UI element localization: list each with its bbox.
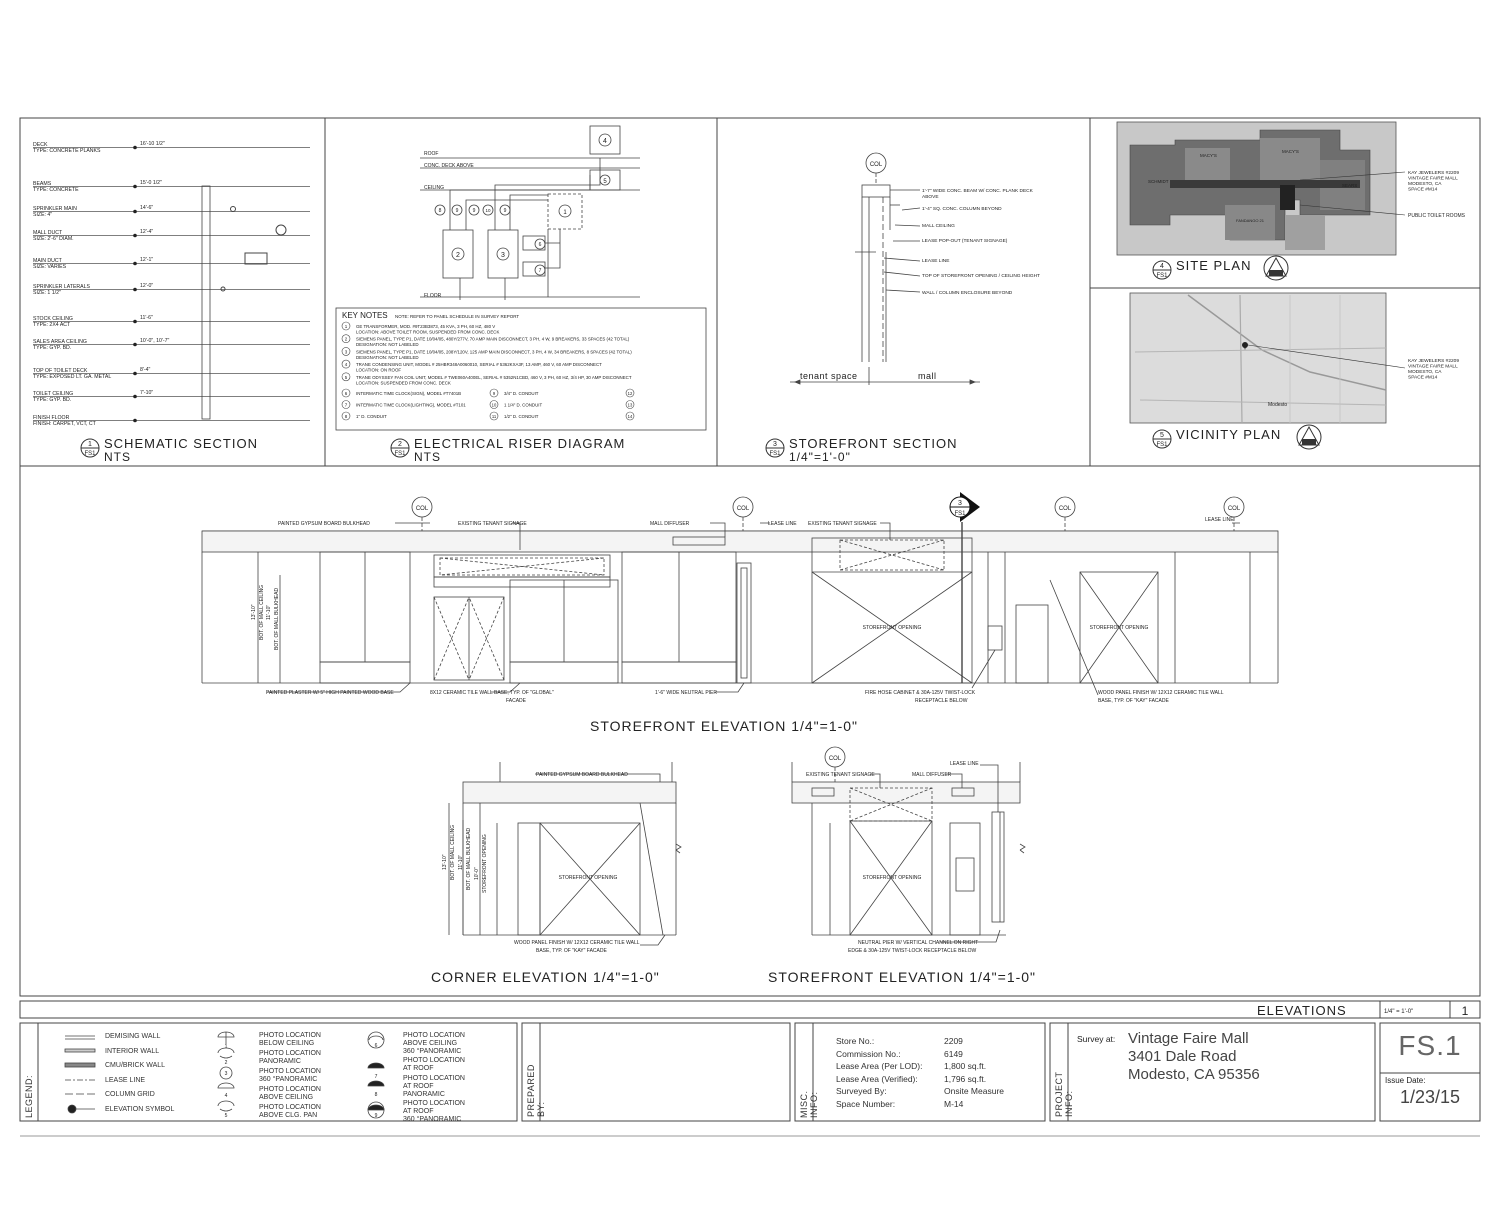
svg-text:5: 5 — [603, 179, 607, 185]
electrical-labels — [424, 138, 607, 299]
corner-dim-1: 13'-10" — [442, 854, 448, 870]
schematic-title: SCHEMATIC SECTION — [104, 436, 258, 451]
main-note-1: PAINTED GYPSUM BOARD BULKHEAD — [278, 521, 370, 527]
keynote-num: 11 — [491, 414, 497, 419]
column-section — [202, 186, 210, 419]
keynote-num: 3 — [344, 349, 348, 355]
svg-text:6: 6 — [538, 242, 542, 248]
legend-col1 — [105, 1033, 205, 1120]
schematic-row-type: TYPE: CONCRETE PLANKS — [33, 148, 101, 154]
keynote-text: GE TRANSFORMER, MOD. #9T23B3873, 45 KVA, 3 PH, 60 HZ, 480 V — [356, 324, 496, 329]
schematic-row-dim: 12'-0" — [140, 283, 154, 289]
corner-dim-2: BOT. OF MALL CEILING — [450, 824, 456, 880]
legend-photo-3 — [259, 1068, 369, 1086]
schematic-row — [33, 180, 310, 193]
callout-line: SPACE #M14 — [1408, 187, 1438, 193]
keynote-text: SIEMENS PANEL, TYPE P1, DATE 10/04/05, 208Y/120V, 125 AMP MAIN DISCONNECT, 3 PH, 4 W, 34 BREAKERS, 8 SPACES (42 TOTAL) — [356, 349, 632, 355]
schematic-row-type: SIZE: VARIES — [33, 264, 67, 270]
svg-text:2: 2 — [456, 252, 460, 259]
corner-bnote-2: BASE, TYP. OF "KAY" FACADE — [536, 948, 607, 954]
schematic-row-type: SIZE: 1 1/2" — [33, 290, 61, 296]
legend-lease-line: LEASE LINE — [105, 1076, 146, 1084]
keynote-num: 12 — [627, 391, 633, 396]
legend-photo-1 — [259, 1032, 369, 1050]
misc-value: 1,800 sq.ft. — [944, 1061, 987, 1071]
schematic-row-name: FINISH FLOOR — [33, 415, 70, 421]
main-opening-1: STOREFRONT OPENING — [862, 625, 922, 631]
project-line-2: 3401 Dale Road — [1128, 1048, 1237, 1065]
main-opening-2: STOREFRONT OPENING — [1089, 625, 1149, 631]
col-label: COL — [1227, 506, 1241, 512]
section-marker-icon — [950, 492, 980, 522]
corner-elevation-labels — [431, 772, 660, 985]
keynote-num: 9 — [492, 391, 496, 396]
north-arrow-icon — [1297, 425, 1321, 449]
site-store-3: MACY'S — [1282, 149, 1299, 154]
sf-section-note: LEASE LINE — [922, 259, 950, 264]
site-store-5: FANDANGO 21 — [1236, 218, 1265, 223]
schematic-row-dim: 8'-4" — [140, 367, 151, 373]
electrical-riser — [420, 126, 640, 300]
corner-top-note: PAINTED GYPSUM BOARD BULKHEAD — [536, 772, 628, 778]
legend-col3 — [403, 1032, 513, 1125]
schematic-row — [33, 283, 310, 296]
legend-num: 3 — [224, 1071, 228, 1077]
sf-section-ref: FS1 — [769, 451, 781, 457]
legend-text-line: AT ROOF — [403, 1083, 434, 1090]
schematic-row — [33, 315, 310, 328]
legend-text-line: AT ROOF — [403, 1065, 434, 1072]
sheet-scale: 1/4" = 1'-0" — [1384, 1009, 1414, 1015]
col-label: COL — [415, 506, 429, 512]
level-marker-icon — [133, 372, 137, 376]
main-bnote-6: RECEPTACLE BELOW — [915, 698, 968, 704]
level-marker-icon — [133, 419, 137, 423]
legend-photo-7 — [403, 1057, 513, 1075]
legend-num: 9 — [374, 1113, 378, 1119]
svg-text:9: 9 — [503, 208, 507, 214]
corner-dim-5: 10'-0" — [474, 867, 480, 880]
legend-text-line: ABOVE CLG. PAN — [259, 1112, 318, 1119]
sf2-bnote-2: EDGE & 30A-125V TWIST-LOCK RECEPTACLE BELOW — [848, 948, 977, 954]
main-bnote-7: WOOD PANEL FINISH W/ 12X12 CERAMIC TILE WALL — [1098, 690, 1224, 696]
main-bnote-1: PAINTED PLASTER W/ 5" HIGH PAINTED WOOD BASE — [266, 690, 394, 696]
schematic-row-name: SALES AREA CEILING — [33, 339, 87, 345]
main-note-2: EXISTING TENANT SIGNAGE — [458, 521, 527, 527]
schematic-row-dim: 10'-0", 10'-7" — [140, 338, 170, 344]
vicinity-title: VICINITY PLAN — [1176, 427, 1282, 442]
vicinity-city: Modesto — [1268, 402, 1288, 408]
schematic-row — [33, 415, 310, 427]
legend-text-line: PHOTO LOCATION — [259, 1050, 321, 1057]
svg-text:10: 10 — [485, 208, 491, 213]
sf-section-num: 3 — [773, 441, 777, 448]
sf-section-note: WALL / COLUMN ENCLOSURE BEYOND — [922, 291, 1013, 296]
keynote-text: LOCATION: SUSPENDED FROM CONC. DECK — [356, 380, 451, 386]
site-num: 4 — [1160, 263, 1164, 270]
level-marker-icon — [133, 343, 137, 347]
keynote-text: DESIGNATION: NOT LABELED — [356, 342, 419, 348]
schematic-section — [33, 141, 310, 427]
keynote-num: 6 — [344, 391, 348, 396]
legend-num: 6 — [374, 1043, 378, 1049]
level-marker-icon — [133, 262, 137, 266]
main-note-3: MALL DIFFUSER — [650, 521, 690, 527]
misc-row — [836, 1073, 1036, 1086]
level-marker-icon — [133, 288, 137, 292]
keynote-num: 1 — [344, 324, 348, 329]
keynote-text: SIEMENS PANEL, TYPE P1, DATE 10/04/05, 480Y/277V, 70 AMP MAIN DISCONNECT, 3 PH, 4 W, 9 BREAKERS, 33 SPACES (42 TOTAL) — [356, 336, 630, 342]
legend-text-line: PHOTO LOCATION — [403, 1100, 465, 1107]
electrical-title — [391, 436, 625, 464]
keynotes-note: NOTE: REFER TO PANEL SCHEDULE IN SURVEY REPORT — [395, 314, 520, 319]
schematic-row-dim: 11'-6" — [140, 315, 153, 321]
legend-photo-5 — [259, 1104, 369, 1122]
site-title: SITE PLAN — [1176, 258, 1252, 273]
misc-row — [836, 1085, 1036, 1098]
electrical-num: 2 — [398, 441, 402, 448]
schematic-row — [33, 205, 310, 218]
site-store-4: SEARS — [1342, 183, 1358, 188]
level-marker-icon — [133, 395, 137, 399]
main-elev-sect-ref: FS1 — [954, 511, 966, 517]
project-line-3: Modesto, CA 95356 — [1128, 1066, 1260, 1083]
schematic-row-type: SIZE: 4" — [33, 212, 53, 218]
site-store-1: SCHMIDT — [1148, 179, 1169, 184]
keynote-num: 13 — [627, 402, 633, 408]
keynote-text: 1 1/4" D. CONDUIT — [504, 402, 543, 408]
sf2-note-2: MALL DIFFUSER — [912, 772, 952, 778]
schematic-row-name: SPRINKLER MAIN — [33, 206, 77, 212]
schematic-row-dim: 12'-4" — [140, 229, 154, 235]
keynote-text: 3/4" D. CONDUIT — [504, 391, 539, 396]
legend-cmu-wall: CMU/BRICK WALL — [105, 1062, 166, 1069]
misc-key: Store No.: — [836, 1036, 875, 1046]
duct-icon — [276, 225, 286, 235]
misc-key: Commission No.: — [836, 1048, 901, 1059]
schematic-row-type: TYPE: 2X4 ACT — [33, 322, 71, 328]
misc-key: Lease Area (Per LOD): — [836, 1061, 923, 1071]
sf2-opening: STOREFRONT OPENING — [862, 875, 922, 881]
legend-photo-8 — [403, 1075, 513, 1100]
legend-num: 8 — [374, 1092, 378, 1098]
misc-row — [836, 1048, 1036, 1061]
callout-line: KAY JEWELERS #2209 — [1408, 171, 1460, 176]
legend-num: 2 — [224, 1060, 228, 1066]
sf2-note-1: EXISTING TENANT SIGNAGE — [806, 772, 875, 778]
sheet-borders — [20, 118, 1480, 1136]
legend-interior-wall: INTERIOR WALL — [105, 1047, 160, 1055]
keynote-num: 10 — [491, 402, 497, 408]
callout-line: MODESTO, CA — [1408, 370, 1442, 375]
pipe-icon — [221, 287, 225, 291]
keynote-text: DESIGNATION: NOT LABELED — [356, 354, 419, 360]
legend-text-line: ABOVE CEILING — [259, 1094, 314, 1101]
storefront-section-labels — [766, 162, 1040, 464]
vicinity-ref: FS1 — [1156, 442, 1168, 448]
sf-section-sub: 1/4"=1'-0" — [789, 450, 851, 464]
legend-elevation-symbol: ELEVATION SYMBOL — [105, 1105, 175, 1113]
issue-date: 1/23/15 — [1399, 1087, 1461, 1107]
corner-dim-6: STOREFRONT OPENING — [482, 834, 488, 893]
schematic-row-name: DECK — [33, 142, 48, 148]
legend-demising-wall: DEMISING WALL — [105, 1033, 161, 1040]
misc-row — [836, 1098, 1036, 1111]
elec-label-floor: FLOOR — [424, 293, 442, 299]
corner-dim-3: 11'-10" — [458, 854, 464, 870]
schematic-row-name: TOP OF TOILET DECK — [33, 368, 88, 374]
site-toilet: PUBLIC TOILET ROOMS — [1408, 213, 1465, 219]
schematic-row-dim: 16'-10 1/2" — [140, 141, 165, 147]
level-marker-icon — [133, 185, 137, 189]
misc-value: 6149 — [944, 1048, 963, 1059]
sf-section-tenant: tenant space — [800, 371, 858, 381]
schematic-section-title — [81, 436, 258, 464]
sf-section-note: 1'-4" SQ. CONC. COLUMN BEYOND — [922, 207, 1002, 212]
callout-line: KAY JEWELERS #2209 — [1408, 359, 1460, 364]
callout-line: VINTAGE FAIRE MALL — [1408, 364, 1458, 370]
misc-key: Surveyed By: — [836, 1086, 887, 1096]
schematic-row-name: STOCK CEILING — [33, 316, 73, 322]
col-label: COL — [736, 506, 750, 512]
legend-text-line: PHOTO LOCATION — [259, 1104, 321, 1111]
corner-bnote-1: WOOD PANEL FINISH W/ 12X12 CERAMIC TILE WALL — [514, 940, 640, 946]
legend-text-line: PANORAMIC — [403, 1091, 445, 1098]
keynote-num: 2 — [344, 336, 348, 342]
schematic-row-type: SIZE: 2'-6" DIAM. — [33, 236, 74, 242]
project-survey-at: Survey at: — [1077, 1034, 1116, 1044]
main-dim-3: 11'-10" — [266, 604, 272, 620]
keynote-text: 1/2" D. CONDUIT — [504, 414, 539, 419]
schematic-row-dim: 14'-6" — [140, 205, 154, 211]
legend-photo-4 — [259, 1086, 369, 1104]
schematic-row-name: SPRINKLER LATERALS — [33, 284, 90, 290]
schematic-row-dim: 7'-10" — [140, 390, 154, 396]
schematic-row-name: BEAMS — [33, 181, 52, 187]
legend-text-line: BELOW CEILING — [259, 1040, 315, 1047]
legend-num: 7 — [374, 1074, 378, 1080]
misc-info-table — [836, 1035, 1036, 1110]
legend-text-line: AT ROOF — [403, 1108, 434, 1115]
vicinity-num: 5 — [1160, 432, 1164, 439]
project-info — [1128, 1030, 1260, 1084]
legend-photo-6 — [403, 1032, 513, 1057]
schematic-row-type: TYPE: EXPOSED LT. GA. METAL — [33, 374, 112, 380]
callout-line: VINTAGE FAIRE MALL — [1408, 176, 1458, 182]
misc-label: MISC. INFO: — [799, 1090, 819, 1118]
schematic-sub: NTS — [104, 450, 131, 464]
keynotes-box — [336, 308, 706, 430]
keynotes-title: KEY NOTES — [342, 311, 388, 320]
legend-photo-2 — [259, 1050, 369, 1068]
svg-text:9: 9 — [472, 208, 476, 214]
electrical-sub: NTS — [414, 450, 441, 464]
sf-section-note: 1'-7" WIDE CONC. BEAM W/ CONC. PLANK DECK — [922, 189, 1033, 194]
project-line-1: Vintage Faire Mall — [1128, 1030, 1249, 1047]
sf2-elev-title: STOREFRONT ELEVATION 1/4"=1-0" — [768, 969, 1037, 985]
prepared-label: PREPARED BY: — [526, 1064, 546, 1117]
misc-value: Onsite Measure — [944, 1086, 1004, 1096]
legend-text-line: PHOTO LOCATION — [259, 1032, 321, 1039]
schematic-row-type: TYPE: GYP. BD. — [33, 345, 72, 351]
keynote-text: 1" D. CONDUIT — [356, 414, 387, 419]
main-bnote-8: BASE, TYP. OF "KAY" FACADE — [1098, 698, 1169, 704]
legend-text-line: 360 °PANORAMIC — [259, 1076, 318, 1083]
storefront-section — [790, 153, 980, 385]
schematic-row — [33, 367, 310, 380]
main-dim-4: BOT. OF MALL BULKHEAD — [274, 587, 280, 650]
keynote-num: 4 — [344, 362, 348, 368]
keynote-num: 8 — [344, 414, 348, 419]
sf2-bnote-1: NEUTRAL PIER W/ VERTICAL CHANNEL ON RIGHT — [858, 940, 979, 946]
keynote-num: 14 — [627, 414, 633, 419]
legend-text-line: PANORAMIC — [259, 1058, 301, 1065]
svg-text:7: 7 — [538, 268, 542, 274]
keynote-num: 7 — [344, 402, 348, 408]
misc-key: Lease Area (Verified): — [836, 1073, 918, 1084]
schematic-row-type: TYPE: CONCRETE — [33, 187, 79, 193]
site-store-2: MACY'S — [1200, 153, 1217, 158]
main-dim-1: 13'-10" — [251, 604, 257, 620]
keynote-text: LOCATION: ON ROOF — [356, 367, 402, 373]
main-elev-sect-num: 3 — [958, 500, 962, 507]
schematic-ref: FS1 — [84, 451, 96, 457]
misc-row — [836, 1035, 1036, 1048]
schematic-row-name: MALL DUCT — [33, 230, 63, 236]
schematic-row-name: MAIN DUCT — [33, 258, 62, 264]
misc-value: 2209 — [944, 1036, 963, 1046]
main-elev-title: STOREFRONT ELEVATION 1/4"=1-0" — [590, 718, 859, 734]
sf-section-note: TOP OF STOREFRONT OPENING / CEILING HEIGHT — [922, 274, 1040, 279]
pipe-icon — [231, 207, 236, 212]
corner-elev-title: CORNER ELEVATION 1/4"=1-0" — [431, 969, 660, 985]
legend-num: 5 — [224, 1113, 228, 1119]
callout-line: MODESTO, CA — [1408, 182, 1442, 187]
sf-section-note: ABOVE — [922, 195, 939, 200]
schematic-row-type: TYPE: GYP. BD. — [33, 397, 72, 403]
level-marker-icon — [133, 210, 137, 214]
site-ref: FS1 — [1156, 273, 1168, 279]
legend-text-line: 360 °PANORAMIC — [403, 1048, 462, 1055]
misc-key: Space Number: — [836, 1098, 896, 1109]
legend-text-line: PHOTO LOCATION — [259, 1086, 321, 1093]
sf-section-note: MALL CEILING — [922, 224, 955, 229]
keynote-num: 5 — [344, 374, 348, 380]
legend-column-grid: COLUMN GRID — [105, 1091, 155, 1098]
legend-photo-9 — [403, 1100, 513, 1125]
electrical-title-text: ELECTRICAL RISER DIAGRAM — [414, 436, 626, 451]
legend-text-line: PHOTO LOCATION — [403, 1057, 465, 1064]
sf-section-mall: mall — [918, 371, 937, 381]
elec-label-ceiling: CEILING — [424, 185, 445, 191]
main-bnote-3: FACADE — [506, 698, 527, 704]
corner-opening: STOREFRONT OPENING — [558, 875, 618, 881]
schematic-row — [33, 229, 310, 242]
sheet-id: FS.1 — [1398, 1030, 1462, 1061]
keynote-text: LOCATION: ABOVE TOILET ROOM, SUSPENDED FROM CONC. DECK — [356, 329, 500, 335]
keynote-text: INTERMATIC TIME CLOCK(LIGHTING), MODEL #T101 — [356, 402, 466, 408]
legend-num: 4 — [224, 1093, 228, 1099]
schematic-row — [33, 338, 310, 351]
sf-section-col: COL — [869, 162, 883, 168]
sf2-col: COL — [828, 756, 842, 762]
schematic-row-name: TOILET CEILING — [33, 391, 74, 397]
legend-text-line: ABOVE CEILING — [403, 1040, 458, 1047]
sf-section-title: STOREFRONT SECTION — [789, 436, 958, 451]
sf2-note-3: LEASE LINE — [950, 761, 979, 767]
keynote-text: TRANE CONDENSING UNIT, MODEL # 25HBR348A0060010, SERIAL # 5362KXA3F, 13 AMP, 460 V, 60 AMP DISCONNECT — [356, 362, 602, 368]
main-bnote-2: 8X12 CERAMIC TILE WALL BASE, TYP. OF "GLOBAL" — [430, 690, 554, 696]
main-note-5: EXISTING TENANT SIGNAGE — [808, 521, 877, 527]
electrical-ref: FS1 — [394, 451, 406, 457]
legend-num: 1 — [224, 1044, 228, 1050]
svg-text:1: 1 — [563, 210, 567, 216]
schematic-row — [33, 257, 310, 270]
title-strip — [1257, 1003, 1469, 1018]
elec-label-deck: CONC. DECK ABOVE — [424, 163, 474, 169]
schematic-row-type: FINISH: CARPET, VCT, CT — [33, 421, 96, 427]
main-bnote-5: FIRE HOSE CABINET & 30A-125V TWIST-LOCK — [865, 690, 976, 696]
keynote-text: TRANE ODYSSEY FAN COIL UNIT, MODEL # TWE060A400EL, SERIAL # 5352N1CBD, 460 V, 3 PH, 60 HZ, 3/4 HP, 30 AMP DISCONNECT — [356, 374, 632, 380]
north-arrow-icon — [1264, 256, 1288, 280]
legend-label: LEGEND: — [24, 1074, 34, 1118]
level-marker-icon — [133, 146, 137, 150]
misc-row — [836, 1060, 1036, 1073]
callout-line: SPACE #M14 — [1408, 375, 1438, 381]
project-label: PROJECT INFO: — [1054, 1071, 1074, 1117]
site-plan-image — [1117, 122, 1396, 255]
level-marker-icon — [133, 234, 137, 238]
elec-label-roof: ROOF — [424, 151, 439, 157]
svg-text:3: 3 — [501, 252, 505, 259]
svg-text:8: 8 — [438, 208, 442, 214]
legend-text-line: PHOTO LOCATION — [259, 1068, 321, 1075]
legend-text-line: 360 °PANORAMIC — [403, 1116, 462, 1123]
level-marker-icon — [133, 320, 137, 324]
corner-dim-4: BOT. OF MALL BULKHEAD — [466, 827, 472, 890]
main-note-4: LEASE LINE — [768, 521, 797, 527]
legend-text-line: PHOTO LOCATION — [403, 1032, 465, 1039]
schematic-row — [33, 390, 310, 403]
duct-icon — [245, 253, 267, 264]
sheet-number: 1 — [1461, 1004, 1469, 1018]
main-note-6: LEASE LINE — [1205, 517, 1234, 523]
misc-value: M-14 — [944, 1098, 964, 1109]
main-dim-2: BOT. OF MALL CEILING — [259, 584, 265, 640]
svg-text:9: 9 — [455, 208, 459, 214]
schematic-num: 1 — [88, 441, 92, 448]
schematic-row — [33, 141, 310, 154]
keynote-text: INTERMATIC TIME CLOCK(SIGN), MODEL #T7401B — [356, 391, 462, 396]
misc-value: 1,796 sq.ft. — [944, 1073, 987, 1084]
issue-label: Issue Date: — [1385, 1076, 1426, 1085]
legend-text-line: PHOTO LOCATION — [403, 1075, 465, 1082]
schematic-row-dim: 15'-0 1/2" — [140, 180, 162, 186]
legend-col2 — [259, 1032, 369, 1122]
sheet-title: ELEVATIONS — [1257, 1003, 1347, 1018]
schematic-row-dim: 12'-1" — [140, 257, 154, 263]
sf-section-note: LEASE POP-OUT (TENANT SIGNAGE) — [922, 239, 1008, 244]
col-label: COL — [1058, 506, 1072, 512]
svg-text:4: 4 — [603, 138, 607, 145]
main-bnote-4: 1'-6" WIDE NEUTRAL PIER — [655, 690, 717, 696]
